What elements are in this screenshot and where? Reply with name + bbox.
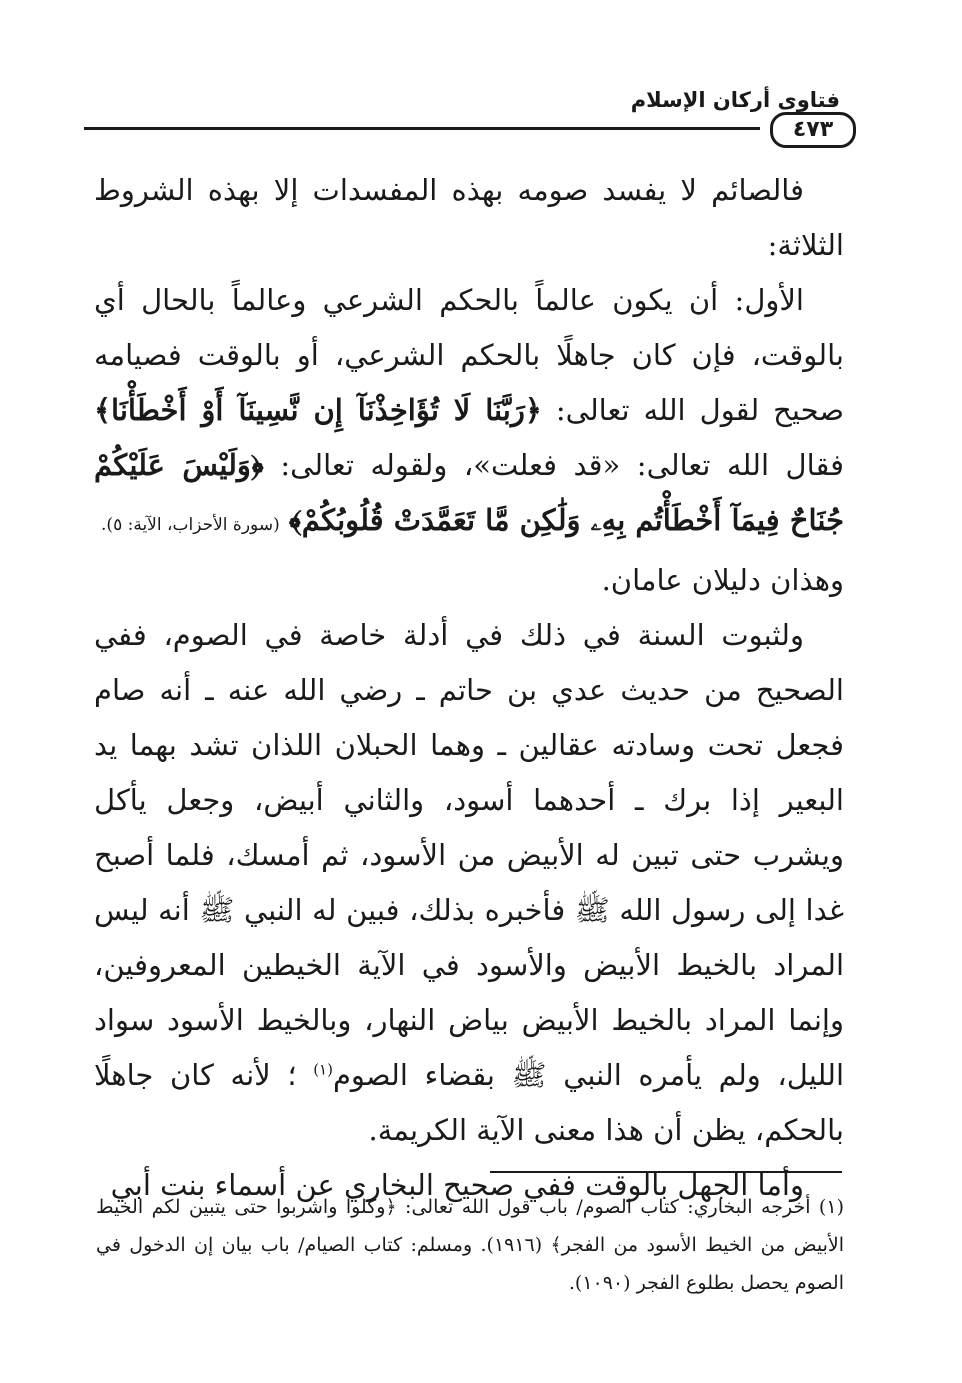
paragraph-first-condition — [94, 273, 844, 553]
paragraph-general-evidence — [94, 553, 844, 608]
surah-reference: (سورة الأحزاب، الآية: ٥). — [101, 515, 280, 535]
page-number: ٤٧٣ — [770, 112, 856, 148]
footnote-marker: (١) — [313, 1060, 333, 1079]
paragraph-text: فقال الله تعالى: «قد فعلت»، ولقوله تعالى: — [280, 448, 844, 482]
paragraph-text: وأما الجهل بالوقت ففي صحيح البخاري عن أسماء بنت أبي — [110, 1168, 804, 1202]
paragraph-hadith — [94, 608, 844, 1158]
quran-verse: ﴿وَلَيْسَ عَلَيْكُمْ جُنَاحٌ فِيمَآ أَخْطَأْتُم بِهِۦ وَلَٰكِن مَّا تَعَمَّدَتْ قُلُوبُكُمْ﴾ — [94, 448, 844, 537]
footnote-rule — [490, 1171, 842, 1173]
paragraph-text: ؛ لأنه كان جاهلًا بالحكم، يظن أن هذا معنى الآية الكريمة. — [94, 1058, 844, 1147]
running-head-title: فتاوى أركان الإسلام — [630, 88, 840, 112]
paragraph-text: وهذان دليلان عامان. — [601, 563, 844, 597]
main-text — [94, 163, 844, 1213]
paragraph-text: فالصائم لا يفسد صومه بهذه المفسدات إلا بهذه الشروط الثلاثة: — [94, 173, 844, 262]
footnote — [96, 1188, 844, 1302]
footnote-text: (١) أخرجه البخاري: كتاب الصوم/ باب قول الله تعالى: ﴿وكلوا واشربوا حتى يتبين لكم الخيط الأبيض من الخيط الأسود من الفجر﴾ (١٩١٦). ومسلم: كتاب الصيام/ باب بيان إن الدخول في الصوم يحصل بطلوع الفجر (١٠٩٠). — [96, 1196, 844, 1294]
header-rule — [84, 127, 760, 130]
quran-verse: ﴿رَبَّنَا لَا تُؤَاخِذْنَآ إِن نَّسِينَآ أَوْ أَخْطَأْنَا﴾ — [94, 393, 542, 427]
paragraph-conditions-intro — [94, 163, 844, 273]
paragraph-text: ولثبوت السنة في ذلك في أدلة خاصة في الصوم، ففي الصحيح من حديث عدي بن حاتم ـ رضي الله عنه ـ أنه صام فجعل تحت وسادته عقالين ـ وهما الحبلان اللذان تشد بهما يد البعير إذا برك ـ أحدهما أسود، والثاني أبيض، وجعل يأكل ويشرب حتى تبين له الأبيض من الأسود، ثم أمسك، فلما أصبح غدا إلى رسول الله ﷺ فأخبره بذلك، فبين له النبي ﷺ أنه ليس المراد بالخيط الأبيض والأسود في الآية الخيطين المعروفين، وإنما المراد بالخيط الأبيض بياض النهار، وبالخيط الأسود سواد الليل، ولم يأمره النبي ﷺ بقضاء الصوم — [94, 618, 844, 1092]
paragraph-text: الأول: أن يكون عالماً بالحكم الشرعي وعالماً بالحال أي بالوقت، فإن كان جاهلًا بالحكم الشرعي، أو بالوقت فصيامه صحيح لقول الله تعالى: — [94, 283, 845, 427]
